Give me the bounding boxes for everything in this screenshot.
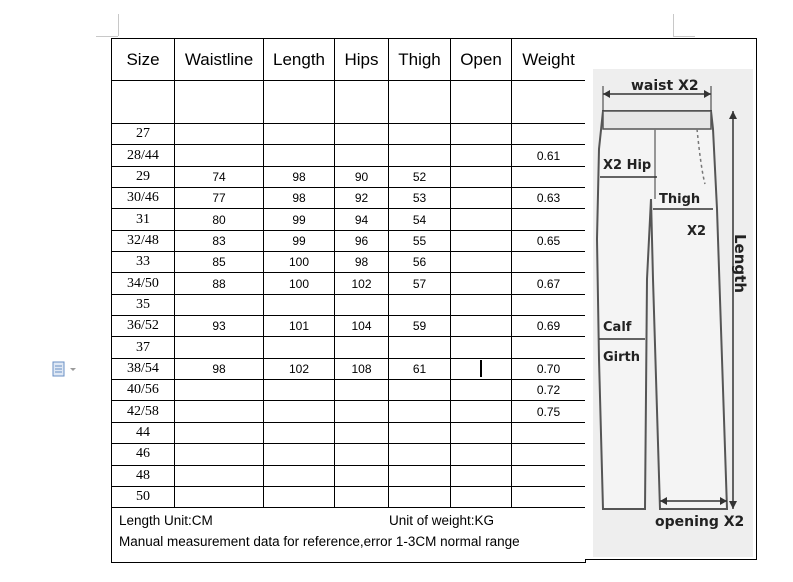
page-corner-mark	[673, 36, 695, 37]
table-cell[interactable]	[451, 166, 512, 187]
size-cell[interactable]: 36/52	[112, 316, 175, 337]
footer-note-cell[interactable]	[112, 508, 586, 563]
table-cell[interactable]	[389, 486, 451, 507]
size-chart-table	[111, 38, 586, 563]
table-row	[112, 358, 586, 379]
table-cell[interactable]	[451, 401, 512, 422]
table-cell[interactable]	[175, 444, 264, 465]
table-row	[112, 188, 586, 209]
table-cell[interactable]	[335, 124, 389, 145]
table-cell[interactable]: 98	[264, 166, 335, 187]
size-cell[interactable]: 31	[112, 209, 175, 230]
table-cell[interactable]	[264, 294, 335, 315]
table-cell[interactable]	[335, 337, 389, 358]
table-cell[interactable]	[512, 465, 586, 486]
size-cell[interactable]: 46	[112, 444, 175, 465]
table-cell[interactable]: 108	[335, 358, 389, 379]
table-cell[interactable]	[389, 422, 451, 443]
size-cell[interactable]: 48	[112, 465, 175, 486]
table-cell[interactable]	[264, 124, 335, 145]
weight-unit-text: Unit of weight:KG	[389, 513, 495, 529]
table-cell[interactable]: 99	[264, 230, 335, 251]
table-cell[interactable]	[264, 380, 335, 401]
table-cell[interactable]	[175, 145, 264, 166]
table-cell[interactable]	[451, 337, 512, 358]
table-cell[interactable]	[175, 294, 264, 315]
table-cell[interactable]	[512, 252, 586, 273]
table-cell[interactable]: 0.63	[512, 188, 586, 209]
table-cell[interactable]	[512, 486, 586, 507]
table-row	[112, 252, 586, 273]
table-cell[interactable]	[335, 81, 389, 124]
blank-row	[112, 81, 586, 124]
size-cell[interactable]: 42/58	[112, 401, 175, 422]
table-cell[interactable]	[264, 486, 335, 507]
size-cell[interactable]: 33	[112, 252, 175, 273]
size-cell[interactable]: 37	[112, 337, 175, 358]
table-cell[interactable]	[451, 124, 512, 145]
table-cell[interactable]	[335, 444, 389, 465]
table-cell[interactable]	[335, 401, 389, 422]
table-row	[112, 486, 586, 507]
table-cell[interactable]: 77	[175, 188, 264, 209]
table-cell[interactable]	[175, 380, 264, 401]
size-cell[interactable]: 50	[112, 486, 175, 507]
table-row	[112, 145, 586, 166]
size-cell[interactable]: 32/48	[112, 230, 175, 251]
length-label: Length	[731, 234, 749, 293]
column-header: Hips	[335, 39, 389, 81]
table-row	[112, 166, 586, 187]
table-row	[112, 209, 586, 230]
column-header: Waistline	[175, 39, 264, 81]
table-cell[interactable]: 102	[264, 358, 335, 379]
table-cell[interactable]	[451, 230, 512, 251]
table-cell[interactable]	[512, 166, 586, 187]
table-cell[interactable]	[451, 252, 512, 273]
table-cell[interactable]: 80	[175, 209, 264, 230]
thigh-label: Thigh	[659, 192, 701, 207]
opening-label: opening X2	[655, 514, 745, 530]
table-cell[interactable]	[175, 465, 264, 486]
column-header: Thigh	[389, 39, 451, 81]
size-cell[interactable]: 40/56	[112, 380, 175, 401]
hip-label: X2 Hip	[603, 158, 652, 173]
table-cell[interactable]	[175, 124, 264, 145]
table-row	[112, 401, 586, 422]
table-row	[112, 422, 586, 443]
table-cell[interactable]: 83	[175, 230, 264, 251]
page-corner-mark	[673, 14, 674, 36]
table-cell[interactable]	[451, 358, 512, 379]
size-cell[interactable]: 34/50	[112, 273, 175, 294]
column-header: Size	[112, 39, 175, 81]
table-row	[112, 316, 586, 337]
table-cell[interactable]: 74	[175, 166, 264, 187]
column-header: Length	[264, 39, 335, 81]
table-cell[interactable]: 94	[335, 209, 389, 230]
table-cell[interactable]: 0.70	[512, 358, 586, 379]
size-cell[interactable]: 29	[112, 166, 175, 187]
table-cell[interactable]	[389, 124, 451, 145]
table-cell[interactable]	[335, 294, 389, 315]
measurement-diagram	[585, 38, 757, 560]
thigh-x2-label: X2	[687, 224, 707, 239]
paste-options-icon[interactable]	[52, 361, 82, 377]
table-cell[interactable]	[451, 209, 512, 230]
table-cell[interactable]	[512, 209, 586, 230]
table-cell[interactable]	[451, 81, 512, 124]
table-cell[interactable]	[512, 81, 586, 124]
table-cell[interactable]	[264, 145, 335, 166]
table-cell[interactable]: 92	[335, 188, 389, 209]
table-cell[interactable]	[389, 444, 451, 465]
table-cell[interactable]	[512, 337, 586, 358]
table-row	[112, 380, 586, 401]
table-cell[interactable]: 98	[175, 358, 264, 379]
table-cell[interactable]: 100	[264, 273, 335, 294]
size-cell[interactable]: 35	[112, 294, 175, 315]
table-cell[interactable]	[451, 380, 512, 401]
table-row	[112, 337, 586, 358]
table-cell[interactable]	[512, 422, 586, 443]
table-cell[interactable]: 104	[335, 316, 389, 337]
calf-label: Calf	[603, 320, 632, 335]
column-header: Open	[451, 39, 512, 81]
table-cell[interactable]: 93	[175, 316, 264, 337]
table-cell[interactable]: 98	[264, 188, 335, 209]
table-cell[interactable]: 98	[335, 252, 389, 273]
table-cell[interactable]	[264, 337, 335, 358]
table-cell[interactable]: 0.75	[512, 401, 586, 422]
table-cell[interactable]	[264, 444, 335, 465]
table-cell[interactable]	[335, 422, 389, 443]
table-cell[interactable]: 102	[335, 273, 389, 294]
table-cell[interactable]	[335, 486, 389, 507]
table-cell[interactable]: 85	[175, 252, 264, 273]
table-cell[interactable]	[512, 124, 586, 145]
table-cell[interactable]	[175, 486, 264, 507]
size-cell[interactable]: 30/46	[112, 188, 175, 209]
table-cell[interactable]	[451, 422, 512, 443]
table-cell[interactable]: 59	[389, 316, 451, 337]
footer-row	[112, 508, 586, 563]
table-cell[interactable]: 101	[264, 316, 335, 337]
table-cell[interactable]: 0.65	[512, 230, 586, 251]
table-cell[interactable]	[451, 444, 512, 465]
table-cell[interactable]	[451, 145, 512, 166]
table-cell[interactable]: 0.67	[512, 273, 586, 294]
table-cell[interactable]: 54	[389, 209, 451, 230]
table-cell[interactable]	[264, 401, 335, 422]
table-cell[interactable]	[512, 444, 586, 465]
table-cell[interactable]: 88	[175, 273, 264, 294]
table-cell[interactable]: 55	[389, 230, 451, 251]
size-cell[interactable]: 38/54	[112, 358, 175, 379]
girth-label: Girth	[603, 350, 641, 365]
header-row	[112, 39, 586, 81]
table-cell[interactable]	[451, 316, 512, 337]
table-cell[interactable]: 57	[389, 273, 451, 294]
page-corner-mark	[96, 36, 118, 37]
column-header: Weight	[512, 39, 586, 81]
table-cell[interactable]	[335, 145, 389, 166]
table-cell[interactable]	[512, 294, 586, 315]
table-row	[112, 294, 586, 315]
table-cell[interactable]	[389, 294, 451, 315]
table-cell[interactable]: 0.61	[512, 145, 586, 166]
table-cell[interactable]	[451, 465, 512, 486]
table-row	[112, 465, 586, 486]
table-cell[interactable]	[389, 337, 451, 358]
page-corner-mark	[118, 14, 119, 36]
table-cell[interactable]: 61	[389, 358, 451, 379]
table-cell[interactable]: 90	[335, 166, 389, 187]
table-cell[interactable]	[389, 81, 451, 124]
table-cell[interactable]	[264, 81, 335, 124]
table-cell[interactable]: 99	[264, 209, 335, 230]
size-cell[interactable]: 28/44	[112, 145, 175, 166]
table-cell[interactable]	[264, 465, 335, 486]
waist-label: waist X2	[631, 78, 699, 94]
table-cell[interactable]	[451, 188, 512, 209]
table-cell[interactable]	[112, 81, 175, 124]
table-row	[112, 124, 586, 145]
table-cell[interactable]: 56	[389, 252, 451, 273]
units-line	[119, 510, 585, 531]
table-cell[interactable]: 53	[389, 188, 451, 209]
table-row	[112, 273, 586, 294]
table-cell[interactable]	[335, 380, 389, 401]
table-cell[interactable]	[335, 465, 389, 486]
table-cell[interactable]	[451, 273, 512, 294]
table-cell[interactable]	[175, 422, 264, 443]
table-cell[interactable]	[451, 486, 512, 507]
table-cell[interactable]	[389, 401, 451, 422]
table-cell[interactable]	[389, 465, 451, 486]
measurement-note: Manual measurement data for reference,error 1-3CM normal range	[119, 534, 520, 550]
table-cell[interactable]	[389, 145, 451, 166]
text-cursor	[480, 360, 482, 377]
table-cell[interactable]	[175, 81, 264, 124]
table-cell[interactable]	[451, 294, 512, 315]
table-cell[interactable]	[389, 380, 451, 401]
table-cell[interactable]: 96	[335, 230, 389, 251]
table-row	[112, 230, 586, 251]
table-cell[interactable]: 52	[389, 166, 451, 187]
table-cell[interactable]: 0.69	[512, 316, 586, 337]
table-cell[interactable]: 0.72	[512, 380, 586, 401]
length-unit-text: Length Unit:CM	[119, 513, 213, 529]
table-cell[interactable]	[175, 401, 264, 422]
table-cell[interactable]: 100	[264, 252, 335, 273]
table-row	[112, 444, 586, 465]
table-cell[interactable]	[264, 422, 335, 443]
table-cell[interactable]	[175, 337, 264, 358]
size-cell[interactable]: 44	[112, 422, 175, 443]
size-cell[interactable]: 27	[112, 124, 175, 145]
